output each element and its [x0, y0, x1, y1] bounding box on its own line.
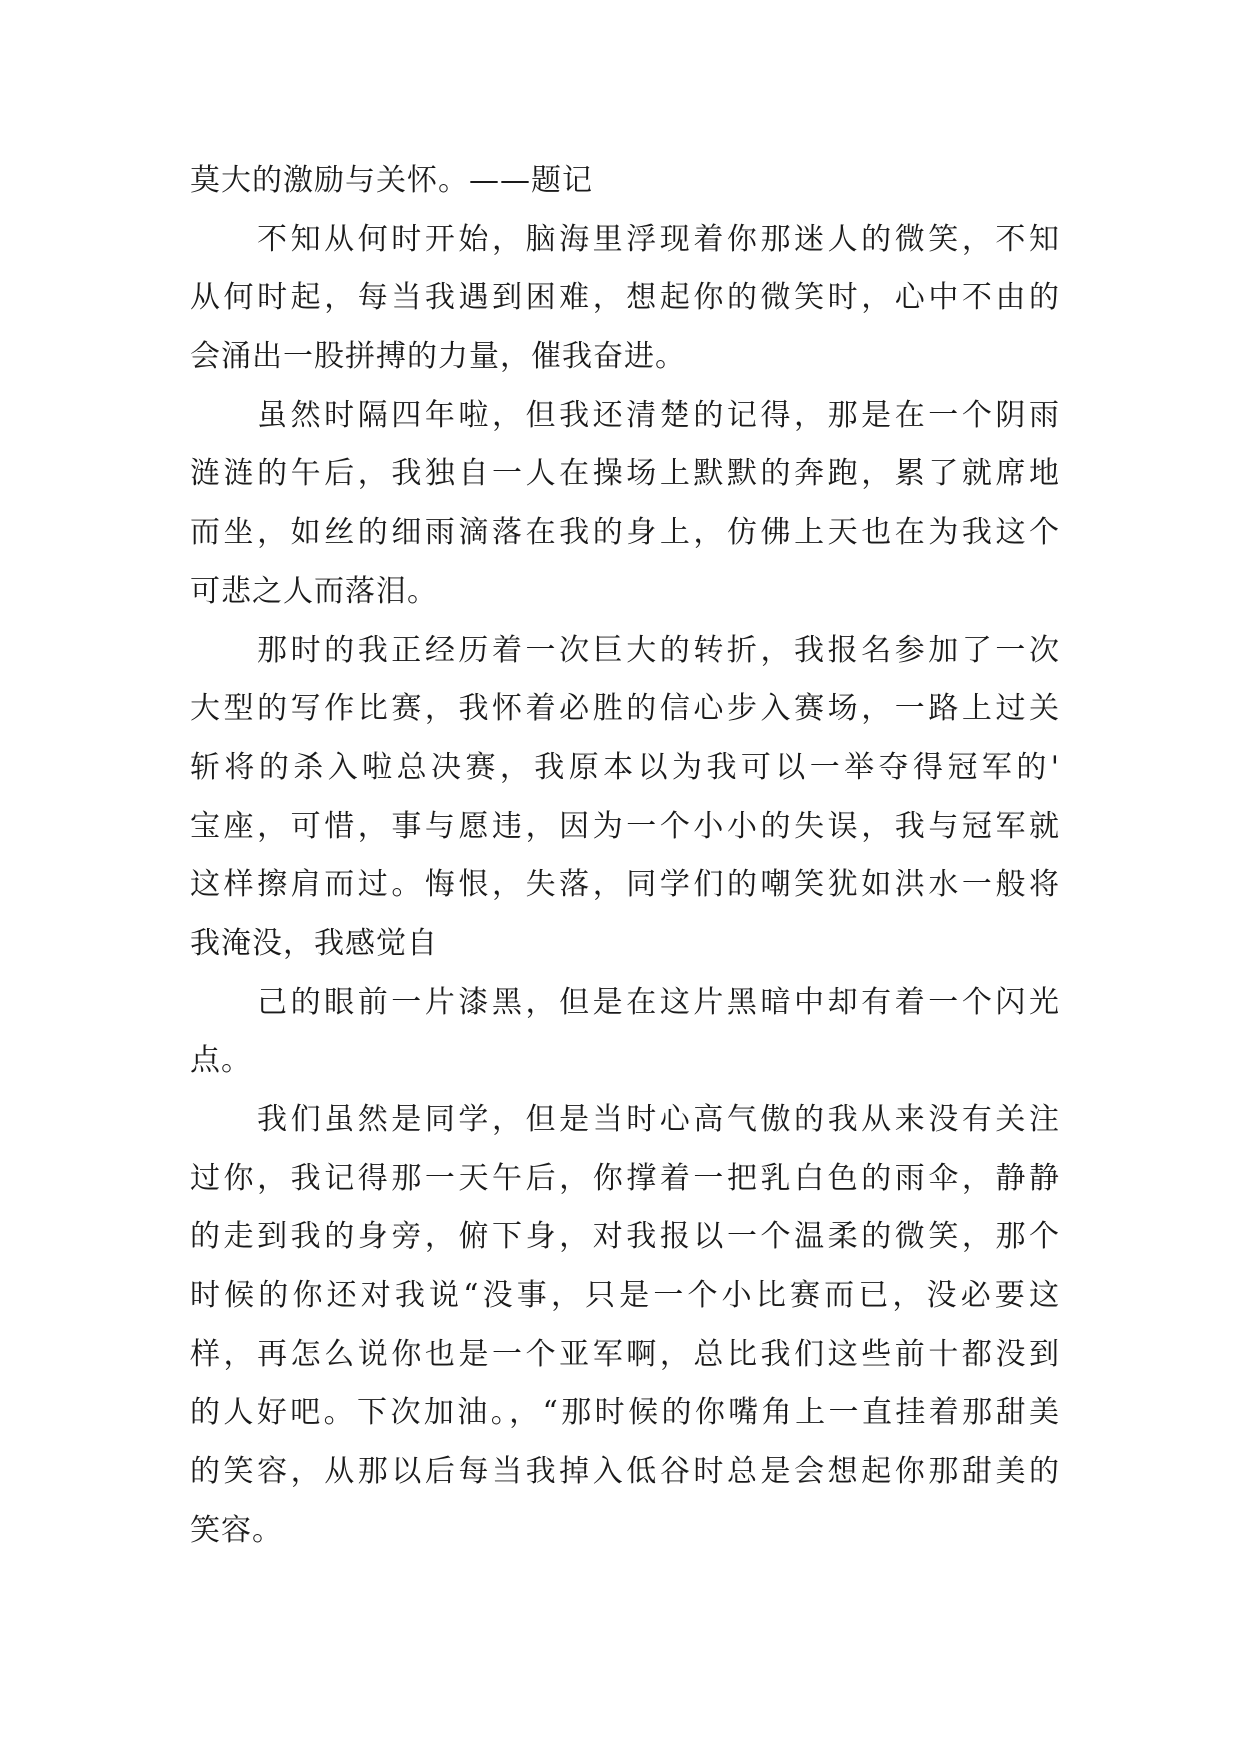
- text-line: 这样擦肩而过。悔恨，失落，同学们的嘲笑犹如洪水一般将: [190, 867, 1060, 903]
- text-line: 我淹没，我感觉自: [190, 925, 438, 961]
- text-line: 时候的你还对我说“没事，只是一个小比赛而已，没必要这: [190, 1278, 1060, 1314]
- text-line: 斩将的杀入啦总决赛，我原本以为我可以一举夺得冠军的': [190, 749, 1060, 785]
- text-line: 的走到我的身旁，俯下身，对我报以一个温柔的微笑，那个: [190, 1219, 1060, 1255]
- text-line: 不知从何时开始，脑海里浮现着你那迷人的微笑，不知: [257, 221, 1060, 257]
- text-line: 而坐，如丝的细雨滴落在我的身上，仿佛上天也在为我这个: [190, 515, 1060, 551]
- text-line: 我们虽然是同学，但是当时心高气傲的我从来没有关注: [257, 1102, 1060, 1137]
- text-line: 宝座，可惜，事与愿违，因为一个小小的失误，我与冠军就: [190, 808, 1060, 844]
- text-line: 从何时起，每当我遇到困难，想起你的微笑时，心中不由的: [190, 280, 1060, 316]
- text-line: 大型的写作比赛，我怀着必胜的信心步入赛场，一路上过关: [190, 691, 1060, 727]
- text-line: 可悲之人而落泪。: [190, 573, 438, 609]
- text-line: 样，再怎么说你也是一个亚军啊，总比我们这些前十都没到: [190, 1336, 1060, 1372]
- text-line: 会涌出一股拼搏的力量，催我奋进。: [190, 339, 686, 375]
- text-line: 莫大的激励与关怀。——题记: [190, 163, 593, 198]
- text-line: 的人好吧。下次加油。，“那时候的你嘴角上一直挂着那甜美: [190, 1395, 1060, 1431]
- text-line: 的笑容，从那以后每当我掉入低谷时总是会想起你那甜美的: [190, 1454, 1060, 1490]
- text-line: 虽然时隔四年啦，但我还清楚的记得，那是在一个阴雨: [257, 397, 1060, 433]
- text-line: 点。: [190, 1043, 252, 1079]
- text-line: 笑容。: [190, 1512, 283, 1548]
- essay-body: [190, 152, 1060, 1561]
- text-line: 己的眼前一片漆黑，但是在这片黑暗中却有着一个闪光: [257, 984, 1060, 1020]
- text-line: 那时的我正经历着一次巨大的转折，我报名参加了一次: [257, 632, 1060, 668]
- text-line: 过你，我记得那一天午后，你撑着一把乳白色的雨伞，静静: [190, 1160, 1060, 1196]
- text-line: 涟涟的午后，我独自一人在操场上默默的奔跑，累了就席地: [190, 456, 1060, 492]
